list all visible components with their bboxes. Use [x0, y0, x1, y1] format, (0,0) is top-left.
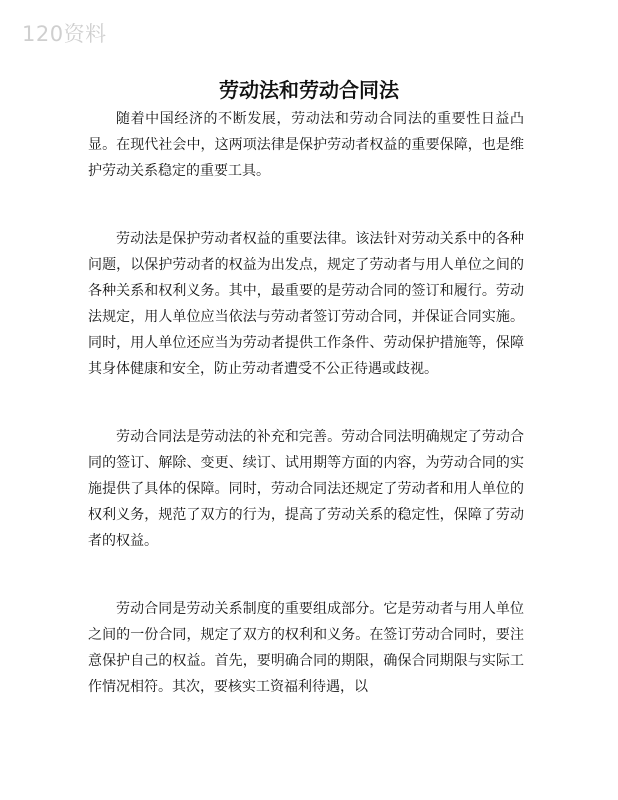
paragraph-labor-contract-law: 劳动合同法是劳动法的补充和完善。劳动合同法明确规定了劳动合同的签订、解除、变更、续订、试用期等方面的内容，为劳动合同的实施提供了具体的保障。同时，劳动合同法还规定了劳动者和用人单位的权利义务，规范了双方的行为，提高了劳动关系的稳定性，保障了劳动者的权益。	[88, 429, 524, 549]
paragraph-labor-law: 劳动法是保护劳动者权益的重要法律。该法针对劳动关系中的各种问题，以保护劳动者的权益为出发点，规定了劳动者与用人单位之间的各种关系和权利义务。其中，最重要的是劳动合同的签订和履行。劳动法规定，用人单位应当依法与劳动者签订劳动合同，并保证合同实施。同时，用人单位还应当为劳动者提供工作条件、劳动保护措施等，保障其身体健康和安全，防止劳动者遭受不公正待遇或歧视。	[88, 231, 524, 377]
paragraph-labor-contract: 劳动合同是劳动关系制度的重要组成部分。它是劳动者与用人单位之间的一份合同，规定了双方的权利和义务。在签订劳动合同时，要注意保护自己的权益。首先，要明确合同的期限，确保合同期限与实际工作情况相符。其次，要核实工资福利待遇，以	[88, 601, 524, 695]
document-title: 劳动法和劳动合同法	[219, 78, 399, 102]
document-body	[88, 106, 524, 700]
watermark-logo: 120资料	[22, 22, 107, 46]
paragraph-intro: 随着中国经济的不断发展，劳动法和劳动合同法的重要性日益凸显。在现代社会中，这两项法律是保护劳动者权益的重要保障，也是维护劳动关系稳定的重要工具。	[88, 111, 524, 179]
